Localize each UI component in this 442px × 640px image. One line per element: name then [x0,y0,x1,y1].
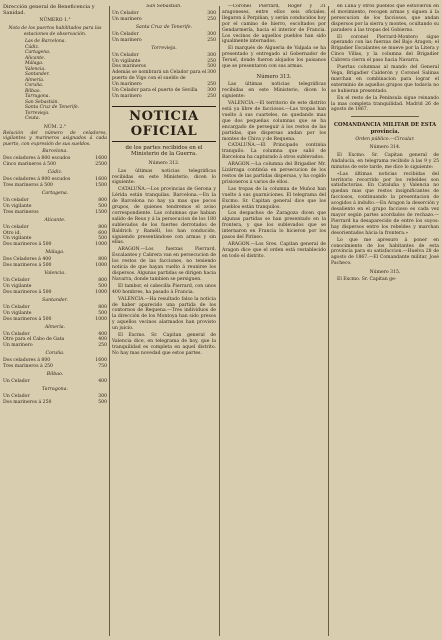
salary-row [112,17,216,23]
notice-title: NOTICIA OFICIAL [112,106,216,142]
paragraph: en Luna y otros pueblos que estuvieron en el movimiento, recogen armas y siguen á la persecucion de los facciosos, que andan dispersos por la sierra y montes, ocultando su paradero á las tropas del Gobierno. [331,4,439,33]
paragraph: VALENCIA.—Ha resultado falso la noticia de haber aparecido una partida de los contornos de Requena.—Tres individuos de la dirección de los Montoya han sido presos y aquellos vecinos alarmados han provisto un juicio. [112,296,216,332]
town-heading: Barcelona. [42,149,68,155]
salary-amount: 1000 [95,316,107,322]
orden-heading: Orden público.—Circular. [355,137,415,143]
town-heading: Bilbao. [46,372,64,378]
column-2 [112,4,216,638]
salary-amount: 500 [98,203,107,209]
column-1 [3,4,107,638]
salary-amount: 300 [207,88,216,94]
salary-label: Tres marineros á 500 [3,183,53,188]
town-heading: San Sebastián. [146,4,182,9]
notice-paragraphs [331,153,439,267]
numero-heading: Número 312. [148,160,180,166]
salary-amount: 500 [98,399,107,405]
salary-label: Un Celador para el puerto de Sevilla [112,88,198,94]
salary-label: Dos celadores á 800 escudos [3,156,71,162]
salary-amount: 1600 [95,156,107,162]
paragraph: Los despachos de Zaragoza dicen que algunas partidas se han presentado en la frontera, y que los sublevados que se internaron en Francia lo hicieron por los pasos del Pirineo. [222,211,326,241]
town-heading: Alicante. [44,217,66,223]
salary-row [3,364,107,370]
salary-label: Un celador [3,224,29,230]
numero-heading: NÚMERO 1.° [39,18,71,23]
salary-label: Un marinero [112,37,142,43]
num2-heading: NÚM. 2.° [43,124,67,130]
salary-amount: 300 [207,11,216,16]
salary-label: Un marinero [3,343,33,349]
paragraph: El Excmo. Sr. Capitan general de Andalucía, en telegrama recibido á las 9 y 25 minutos de este tarde, me dice lo siguiente: [331,152,439,170]
salary-amount: 1600 [95,358,107,364]
town-heading: Tarragona. [42,386,68,392]
divider [351,116,419,117]
salary-label: Un celador [3,197,29,203]
ports-place: Las de Barcelona. [25,39,66,45]
port-item: Valencia. [25,66,46,72]
salary-label: Dos marineros á 500 [3,263,52,269]
intro-paragraphs [331,4,439,113]
salary-label: Otro id. [3,230,21,236]
salary-sections [112,25,216,100]
salary-label: Dos celadores á 800 [3,358,51,364]
paragraph: El coronel Pierrard-Montero sigue operando con las fuerzas del Bajo Aragon; el Brigadier Escalantes se mueve por la Litera y Cinco Villas, y la columna del Brigadier Cabrera cierra el paso hacia Navarra. [331,34,439,64]
salary-row [112,94,216,100]
salary-label: Un Celador [112,31,139,37]
salary-label: Otro para el Cabo de Gata [3,337,65,343]
port-item: Cádiz. [25,44,40,50]
salary-label: Dos marineros á 500 [3,289,52,295]
paragraph: CATALUÑA.—Los provincias de Gerona y Lérida están tranquilas. Barcelona.—En la de Barcelona no hay ya mas que pocos grupos, de quienes tendremos el aviso correspondiente. Las columnas que habian salido de Reus y á la persecucion de los 180 sublevados de los fuertes derrotados de Baldrich y Raméll, los han conducido, siguiendo presentándose con armas y sin ellas. [112,187,216,246]
salary-label: Un Celador [3,304,30,310]
paragraph: ARAGON.—Los Sres. Capitan general de Aragon dice que el orden está restablecido en todo el distrito. [222,241,326,259]
salary-amount: 1500 [95,183,107,188]
salary-label: Un marinero [112,82,142,88]
salary-label: Un vigilante [3,236,32,242]
salary-amount: 1000 [95,263,107,269]
salary-amount: 250 [207,93,216,99]
salary-amount: 800 [98,278,107,284]
salary-amount: 750 [98,364,107,370]
paragraph: El Excmo. Sr. Capitan general de Valencia dice, en telegrama de hoy, que la tranquilidad es completa en aquel distrito. No hay mas novedad que estos partes. [112,333,216,356]
salary-amount: 400 [98,331,107,337]
column-rule [109,6,110,636]
numero-heading: Número 315. [369,270,401,276]
salary-rows [112,11,216,23]
salary-label: Un Celador [3,393,30,399]
numero-heading: Número 314. [369,145,401,151]
salary-amount: 250 [98,343,107,349]
salary-amount: 300 [98,393,107,399]
paragraph: Las tropas de la columna de Muñoz han vuelto á sus guarniciones. El telegrama del Excmo. Sr. Capitan general dice que los pueblos están tranquilos. [222,186,326,210]
salary-label: Un vigilante [3,310,32,316]
salary-row [3,162,107,168]
port-item: Almería. [25,77,45,83]
salary-label: Dos marineros á 500 [3,316,52,322]
town-heading: Cartagena. [41,190,69,196]
salary-label: Un marinero [112,93,142,99]
salary-amount: 250 [207,37,216,43]
town-heading: Santa Cruz de Tenerife. [135,24,193,30]
paragraph: VALENCIA.—El territorio de este distrito está ya libre de facciosos.—Las tropas han vuelto á sus cuarteles, no quedando mas que dos pequeñas columnas que se ha encargado de perseguir á los restos de las partidas, que dispersas andan por los montes de Chiva y de Requena. [222,101,326,142]
port-item: Bilbao. [25,88,41,94]
salary-amount: 1500 [95,209,107,215]
salary-label: Un Celador [112,11,139,16]
salary-amount: 400 [98,337,107,343]
salary-amount: 500 [98,310,107,316]
port-item: Cartagena. [25,50,51,56]
salary-row [3,290,107,296]
salary-label: Un Celador [3,278,30,284]
paragraph: Puertas columnas al mando del General Vega, Brigadier Calderón y Coronel Salinas marchan en combinacion para lograr el exterminio de aquellos grupos que todavía no se hubieran presentado. [331,65,439,94]
salary-label: Un Celador [112,52,139,58]
salary-row [3,210,107,216]
numero-heading: Número 313. [256,73,292,80]
salary-sections [3,149,107,405]
town-heading: Cádiz. [47,170,63,176]
notice-subtitle: de los partes recibidos en el Ministerio de la Guerra. [125,144,203,158]
salary-label: Un vigilante [112,58,141,64]
salary-row [112,38,216,44]
salary-label: Dos marineros [112,64,147,70]
port-item: Alicante. [25,55,46,61]
salary-amount: 2500 [95,162,107,168]
num2-description: Relación del número de celadores, vigilantes y marineros asignados á cada puerto, con expresión de sus sueldos. [3,130,107,147]
ports-note: Nota de los puertos habilitados para las estaciones de observación. [8,25,102,37]
salary-label: Un vigilante [3,203,32,209]
paragraph: CATALUÑA.—El Principado continúa tranquilo. La columna que salió de Barcelona ha capturado á otros sublevados. [222,143,326,161]
salary-amount: 1000 [95,242,107,248]
town-heading: Valencia. [44,271,66,277]
salary-row [3,183,107,189]
salary-label: Un Celador [3,379,30,385]
salary-amount: 400 [98,379,107,385]
town-heading: Torrevieja. [151,45,177,51]
salary-label: Tres marineros [3,209,39,215]
salary-label: Un vigilante [3,283,32,289]
town-heading: Coruña. [45,351,65,357]
salary-row [3,242,107,248]
last-paragraph: El Excmo. Sr. Capitan ge- [337,277,397,283]
salary-label: Cinco marineros á 500 [3,162,56,168]
department-heading: Dirección general de Beneficencia y Sanidad. [3,4,95,16]
intro-paragraphs [222,4,326,70]
paragraph: ARAGON.—Los fuerzas Pierrard, Escalantes y Cabrera van en persecucion de los restos de las facciones, no teniendo noticia de que hayan vuelto á reunirse los dispersos. Algunas partidas se dirigen hacia Navarra, donde tambien se persiguen. [112,247,216,282]
paragraph: —Coronel Pierrard, Roger y 31 aragoneses, entre ellos seis oficiales, llegaron á Perpiñan, y serán conducidos hoy por el camino de hierro, escoltados por Gendarmería, hacia el interior de Francia. Los vecinos de aquellos pueblos han sido igualmente internados. [222,4,326,45]
salary-label: Dos celadores á 800 escudos [3,177,71,183]
notice-paragraphs [222,82,326,259]
port-item: Ceuta. [25,116,40,122]
port-item: Coruña. [25,83,44,89]
salary-amount: 600 [98,230,107,236]
salary-amount: 500 [98,283,107,289]
salary-amount: 800 [98,224,107,230]
port-item: Santander. [25,72,50,78]
salary-row [3,263,107,269]
port-item: Málaga. [25,61,44,67]
paragraph: El tambor, el cabecilla Pierrard, con unos 400 hombres, ha pasado á Francia. [112,283,216,295]
paragraph: Las últimas noticias telegráficas recibidas en este Ministerio, dicen lo siguiente: [112,168,216,186]
town-heading: Almería. [44,324,66,330]
paragraph: «Las últimas noticias recibidas del territorio recorrido por los rebeldes son satisfactorias. En Cataluña y Valencia no quedan mas que restos insignificantes de facciosos, continuando la presentacion de acogidos á indulto.—En Aragon la deserción y desaliento en el grupo faccioso es cada vez mayor según partes acordados de rechazo.—Pierrard ha desaparecido de entre los suyos: hay dispersos entre los rebeldes y marchan desorientados hácia la frontera.» [331,171,439,236]
salary-amount: 800 [98,304,107,310]
paragraph: Lo que me apresuro á poner en conocimiento de los habitantes de esta provincia para su satisfaccion.—Huelva 28 de agosto de 1867.—El Comandante militar, José Pacheco. [331,237,439,267]
town-heading: Santander. [42,297,68,303]
salary-row [3,379,107,385]
salary-row [3,343,107,349]
town-heading: Málaga. [45,250,65,256]
salary-label: Un marinero [112,16,142,22]
salary-amount: 800 [98,197,107,203]
column-3 [222,4,326,638]
column-rule [219,6,220,636]
salary-amount: 300 [207,31,216,37]
salary-amount: 300 [207,70,216,76]
paragraph: Las últimas noticias telegráficas recibidas en este Ministerio, dicen lo siguiente: [222,82,326,100]
notice-paragraphs [112,169,216,357]
port-item: Santa Cruz de Tenerife. [25,105,80,111]
salary-amount: 800 [98,257,107,263]
paragraph: El marqués de Algueria de Valpala se ha presentado y entregado al Gobernador de Teruel, donde fueron alojados los paisanos que se presentaron con sus armas. [222,46,326,70]
salary-label: Dos marineros á 500 [3,242,52,248]
salary-amount: 1600 [95,177,107,183]
salary-amount: 1000 [95,289,107,295]
paragraph: ARAGON.—La columna del Brigadier Mr. Lizárraga continúa en persecucion de los restos de las partidas dispersas, y ha cogido prisioneros á varios de ellos. [222,162,326,185]
salary-amount: 250 [207,16,216,22]
paragraph: En el resto de la Península sigue reinando la mas completa tranquilidad. Madrid 26 de agosto de 1867. [331,95,439,113]
column-4 [331,4,439,638]
salary-label: Dos marineros á 250 [3,399,52,405]
salary-amount: 500 [207,64,216,70]
salary-amount: 300 [207,52,216,58]
salary-amount: 250 [207,82,216,88]
salary-row [112,70,216,82]
port-item: Torrevieja. [25,110,50,116]
salary-row [3,317,107,323]
salary-label: Dos Celadores á 400 [3,257,52,263]
salary-row [3,400,107,406]
comandancia-heading: COMANDANCIA MILITAR DE ESTA provincia. [333,122,437,135]
salary-label: Tres marineros á 250 [3,364,53,370]
salary-amount: 500 [98,236,107,242]
column-rule [328,6,329,636]
port-item: San Sebastián. [25,99,59,105]
ports-list [3,45,107,122]
port-item: Tarragona. [25,94,50,100]
salary-label: Además se nombrará un Celador para el puerto de Vigo con el sueldo de [112,70,207,82]
salary-amount: 250 [207,58,216,64]
salary-label: Un Celador [3,331,30,337]
